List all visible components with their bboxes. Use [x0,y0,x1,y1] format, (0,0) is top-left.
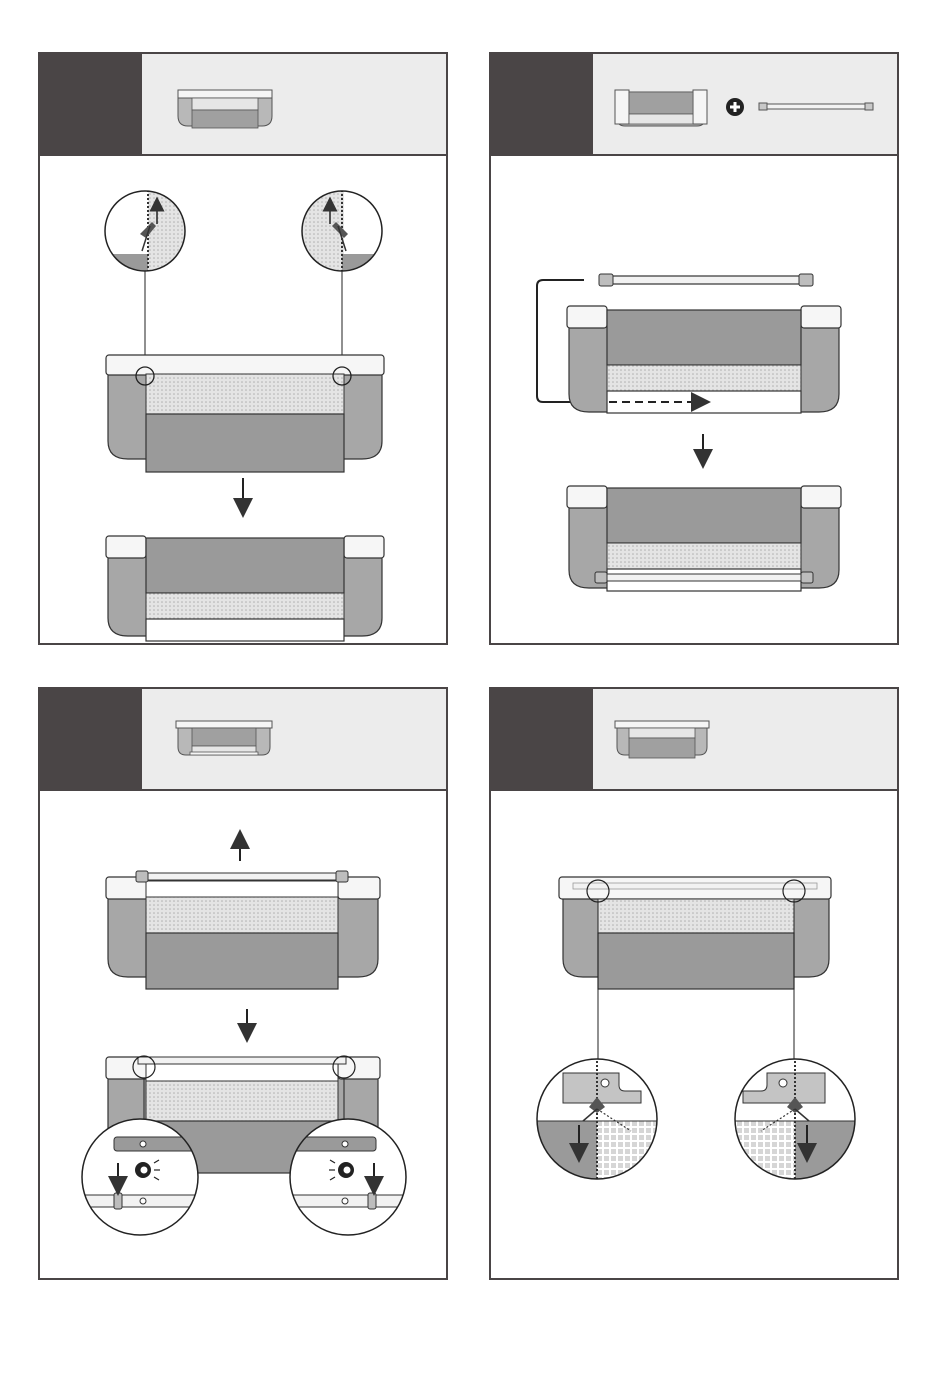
step-body [491,156,897,643]
step-header [40,689,446,791]
step-header [40,54,446,156]
closed-unit-icon [615,721,709,758]
bassinet-unit-result [106,536,384,641]
collapsed-unit-icon [178,90,272,128]
rail-icon [759,103,873,110]
step-number-block [40,54,140,154]
step-body [40,791,446,1278]
unit-with-rail-icon [176,721,272,755]
rail-part [599,274,813,286]
step-number-block [40,689,140,789]
step-number-block [491,689,591,789]
zipper-close-detail-left [535,1057,667,1191]
bassinet-unit-lift [106,871,380,989]
step-panel-4 [489,687,899,1280]
bassinet-unit-result [567,486,841,591]
plus-icon [726,98,744,116]
bassinet-unit-open [567,306,841,413]
header-illustration [593,54,897,154]
step-panel-3 [38,687,448,1280]
bassinet-unit-open [106,355,384,472]
unit-icon [615,90,707,126]
step-header [491,54,897,156]
zipper-detail-right [298,186,392,286]
header-illustration [593,689,897,789]
header-illustration [142,689,446,789]
step-number-block [491,54,591,154]
bassinet-unit-closed [559,877,831,989]
step-panel-1 [38,52,448,645]
step-body [491,791,897,1278]
step-header [491,689,897,791]
zipper-close-detail-right [727,1057,865,1191]
step-body [40,156,446,643]
header-illustration [142,54,446,154]
step-panel-2 [489,52,899,645]
